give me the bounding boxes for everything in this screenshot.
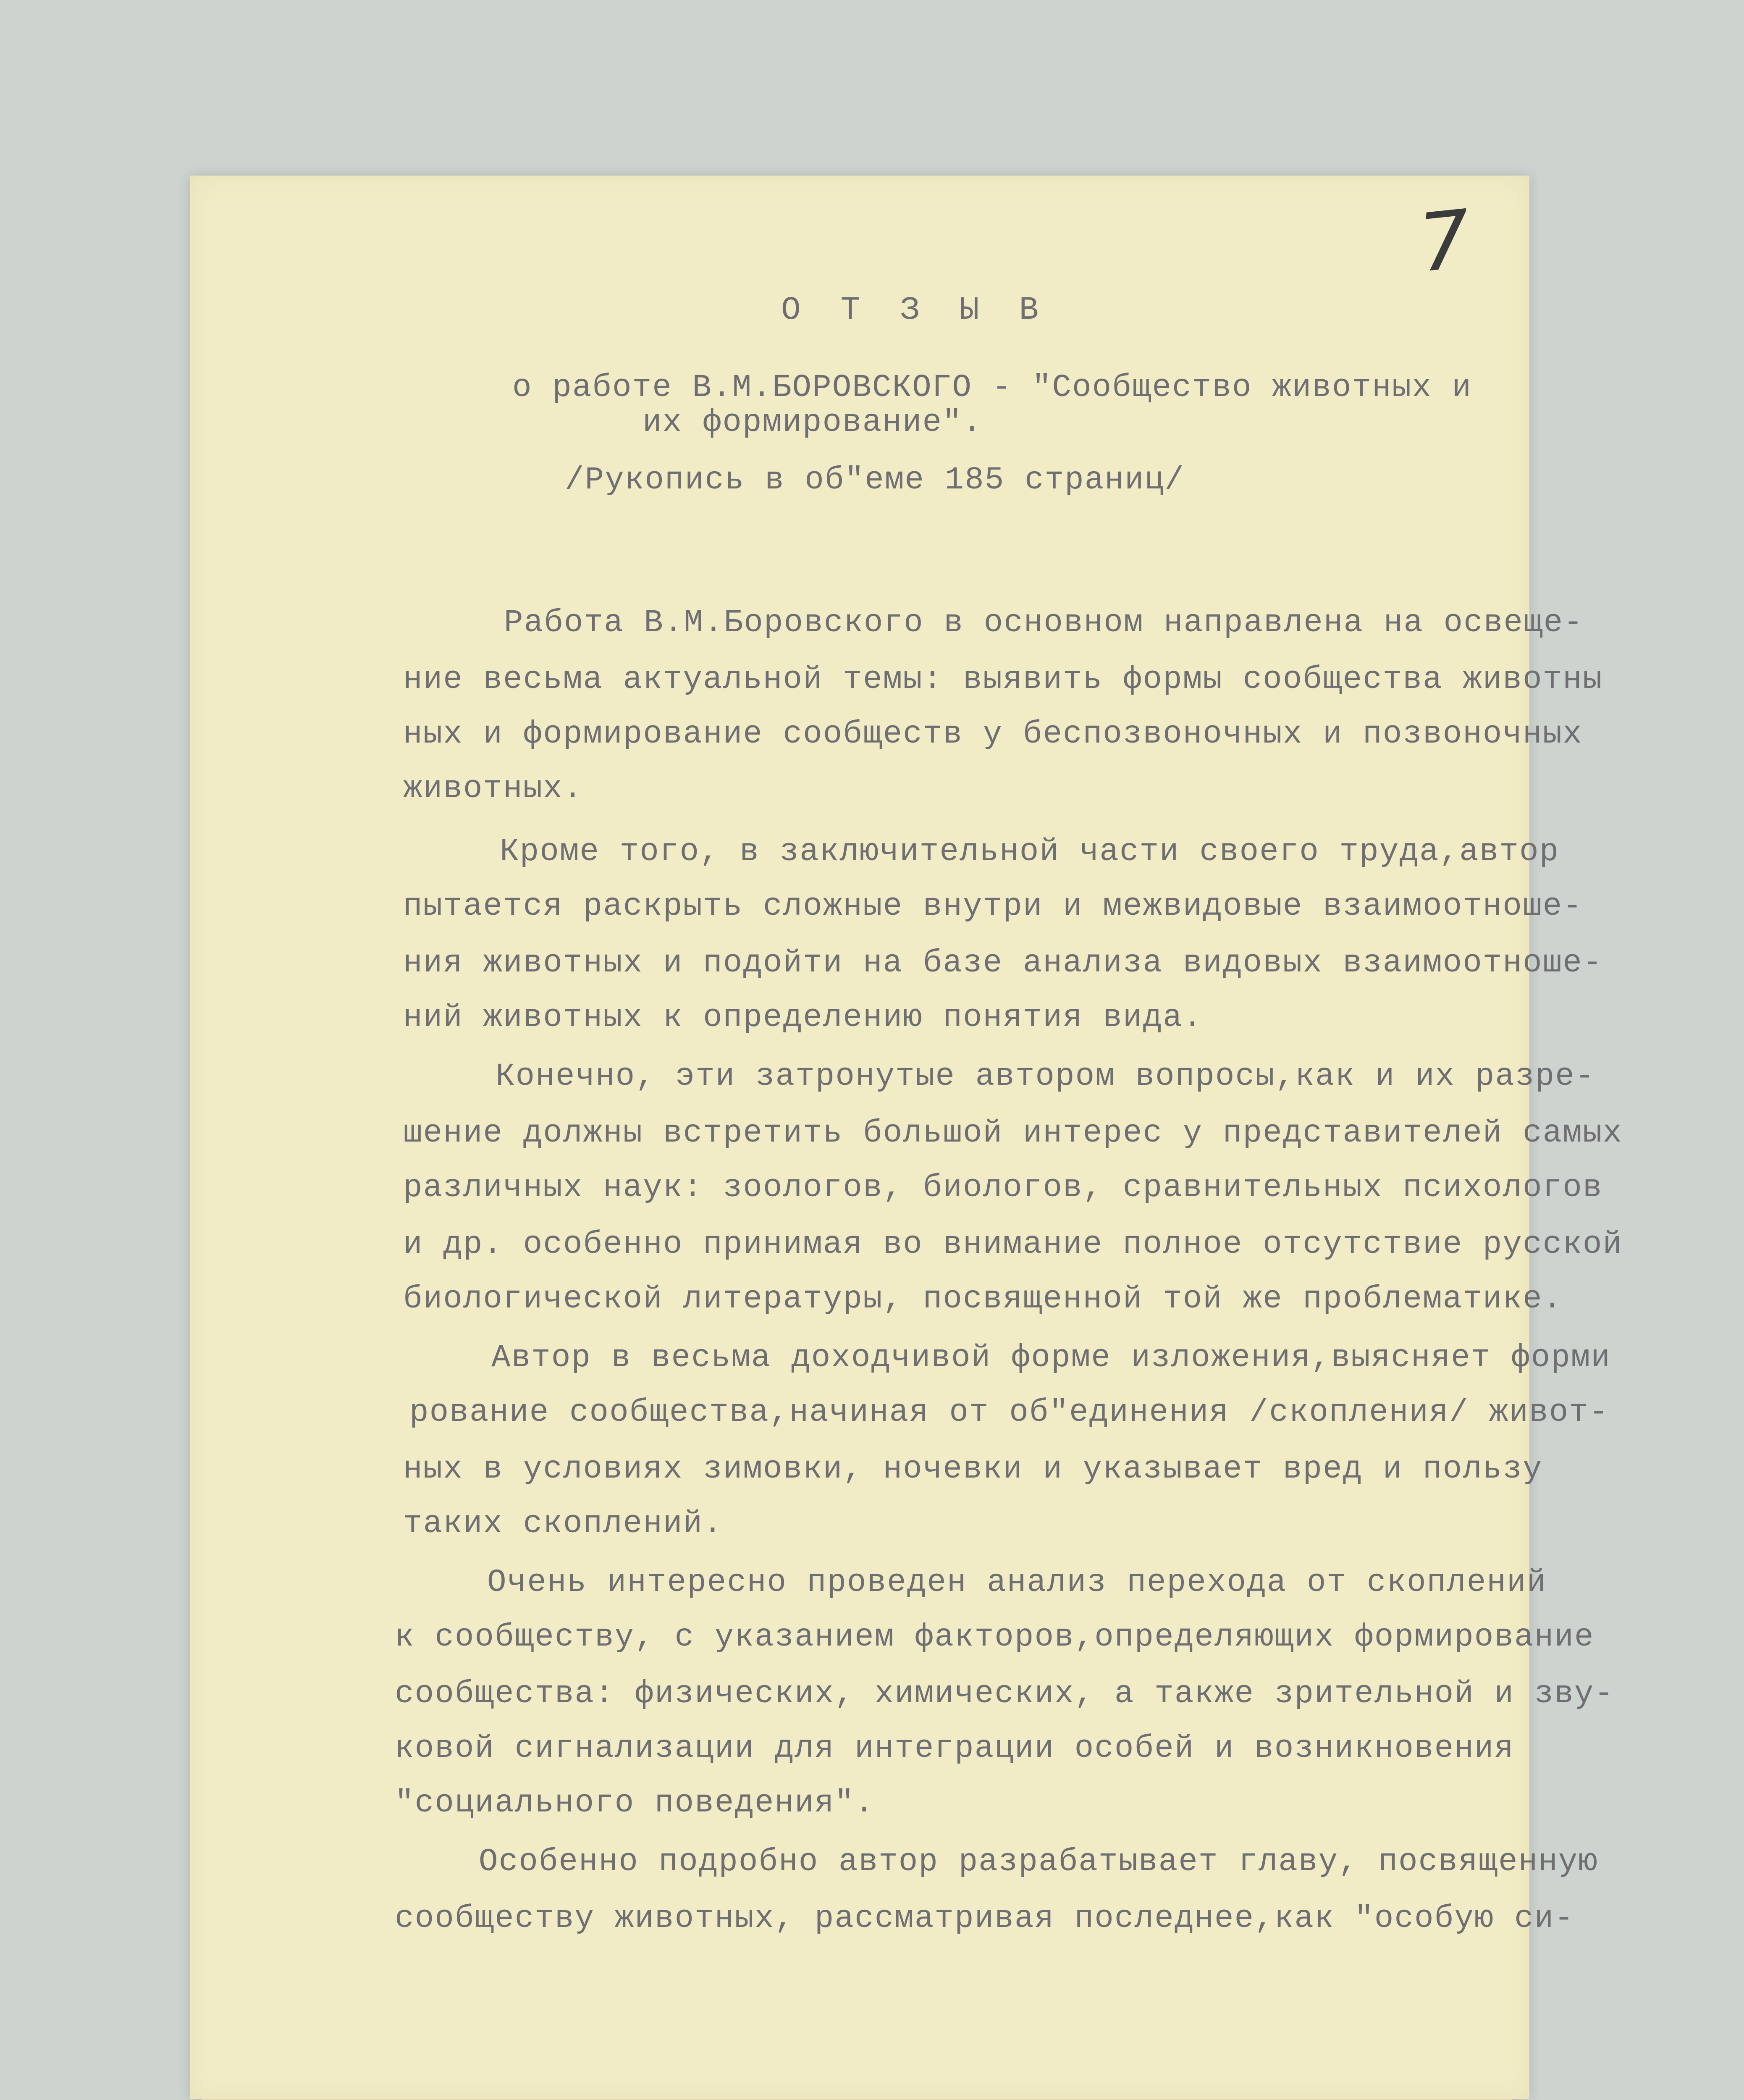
body-line: ных в условиях зимовки, ночевки и указывает вред и пользу [403,1451,1543,1487]
body-line: шение должны встретить большой интерес у представителей самых [403,1115,1623,1151]
body-line: и др. особенно принимая во внимание полное отсутствие русской [403,1226,1623,1263]
body-line: таких скоплений. [403,1506,723,1542]
subtitle-line: /Рукопись в об"еме 185 страниц/ [565,462,1185,498]
body-line: сообщества: физических, химических, а также зрительной и зву- [395,1676,1615,1712]
body-line: ковой сигнализации для интеграции особей и возникновения [395,1730,1515,1767]
body-line: животных. [403,771,583,807]
body-line: пытается раскрыть сложные внутри и межвидовые взаимоотноше- [403,888,1583,924]
body-line: различных наук: зоологов, биологов, сравнительных психологов [403,1170,1603,1206]
subtitle-line: о работе В.М.БОРОВСКОГО - "Сообщество животных и [512,370,1472,406]
body-line: ния животных и подойти на базе анализа видовых взаимоотноше- [403,945,1603,981]
body-line: к сообществу, с указанием факторов,определяющих формирование [395,1619,1595,1655]
body-line: Кроме того, в заключительной части своего труда,автор [500,834,1560,870]
subtitle-line: их формирование". [643,404,983,441]
body-line: Особенно подробно автор разрабатывает главу, посвященную [479,1844,1599,1880]
body-line: "социального поведения". [395,1785,875,1821]
page-number: 7 [1414,192,1475,290]
body-line: рование сообщества,начиная от об"единения /скопления/ живот- [409,1394,1609,1431]
body-line: Конечно, эти затронутые автором вопросы,как и их разре- [496,1058,1595,1095]
body-line: Очень интересно проведен анализ перехода от скоплений [487,1564,1547,1601]
document-title: О Т З Ы В [781,292,1049,329]
body-line: ние весьма актуальной темы: выявить формы сообщества животны [403,662,1603,698]
body-line: Автор в весьма доходчивой форме изложения,выясняет форми [491,1340,1611,1376]
body-line: ных и формирование сообществ у беспозвоночных и позвоночных [403,716,1583,752]
body-line: ний животных к определению понятия вида. [403,1000,1203,1036]
body-line: сообществу животных, рассматривая последнее,как "особую си- [395,1900,1574,1937]
body-line: биологической литературы, посвященной той же проблематике. [403,1281,1563,1317]
body-line: Работа В.М.Боровского в основном направлена на освеще- [504,605,1584,641]
